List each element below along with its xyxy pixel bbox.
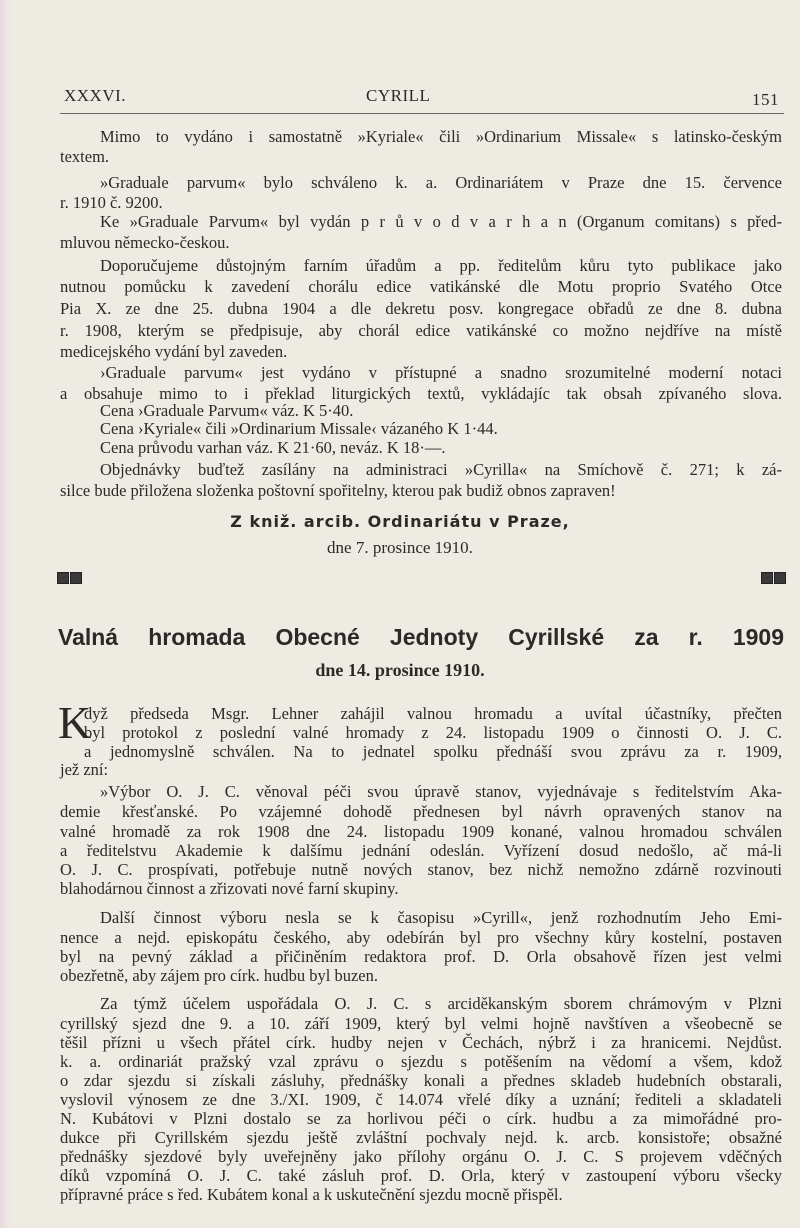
text-line: mluvou německo-českou. <box>60 233 230 252</box>
text-line: ›Graduale parvum« jest vydáno v přístupné a snadno srozumitelné moderní notaci <box>100 363 782 382</box>
page-number: 151 <box>752 90 779 109</box>
text-line: Ke »Graduale Parvum« byl vydán p r ů v o d v a r h a n (Organum comitans) s před- <box>100 212 782 231</box>
text-line: Cena průvodu varhan váz. K 21·60, neváz. K 18·—. <box>100 438 446 457</box>
text-line: vyslovil výnosem ze dne 3./XI. 1909, č 14.074 vřelé díky a uznání; řediteli a skladateli <box>60 1090 782 1109</box>
text-line: valné hromadě za rok 1908 dne 24. listopadu 1909 konané, valnou hromadou schválen <box>60 822 782 841</box>
text-line: N. Kubátovi v Plzni dostalo se za horlivou péči o círk. hudbu a za mimořádné pro- <box>60 1109 782 1128</box>
text-line: »Graduale parvum« bylo schváleno k. a. Ordinariátem v Praze dne 15. července <box>100 173 782 192</box>
text-line: Další činnost výboru nesla se k časopisu »Cyrill«, jenž rozhodnutím Jeho Emi- <box>100 908 782 927</box>
ornament-square <box>774 572 786 584</box>
page-edge <box>0 0 14 1228</box>
text-line: O. J. C. prospívati, potřebuje nutně nových stanov, bez nichž nemožno zdárně rozvinouti <box>60 860 782 879</box>
text-line: dukce při Cyrillském sjezdu ještě zvláštní pochvaly nejd. k. arcb. konsistoře; obsažné <box>60 1128 782 1147</box>
text-line: »Výbor O. J. C. věnoval péči svou úpravě stanov, vyjednávaje s ředitelstvím Aka- <box>100 782 782 801</box>
article-title: Valná hromada Obecné Jednoty Cyrillské za r. 1909 <box>58 624 784 650</box>
text-line: r. 1908, kterým se předpisuje, aby chorál edice vatikánské co možno nejdříve na místě <box>60 321 782 340</box>
text-line: dyž předseda Msgr. Lehner zahájil valnou hromadu a uvítal účastníky, přečten <box>84 704 782 723</box>
header-rule <box>60 113 784 114</box>
text-line: r. 1910 č. 9200. <box>60 193 163 212</box>
text-line: Objednávky buďtež zasílány na administraci »Cyrilla« na Smíchově č. 271; k zá- <box>100 460 782 479</box>
text-line: Cena ›Kyriale« čili »Ordinarium Missale‹ vázaného K 1·44. <box>100 419 498 438</box>
ornament-square <box>57 572 69 584</box>
running-title: CYRILL <box>366 86 431 105</box>
text-line: silce bude přiložena složenka poštovní spořitelny, kterou pak budiž obnos zapraven! <box>60 481 616 500</box>
text-line: Za týmž účelem uspořádala O. J. C. s arciděkanským sborem chrámovým v Plzni <box>100 994 782 1013</box>
text-line: medicejského vydání byl zaveden. <box>60 342 288 361</box>
text-line: těšil přízni u všech přátel círk. hudby nejen v Čechách, nýbrž i za hranicemi. Nejdůst. <box>60 1033 782 1052</box>
text-line: byl na pevný základ a přičiněním redaktora prof. D. Orla obsahově řízen jest velmi <box>60 947 782 966</box>
volume-number: XXXVI. <box>64 86 127 105</box>
ornament-square <box>70 572 82 584</box>
article-subtitle: dne 14. prosince 1910. <box>315 660 485 680</box>
text-line: k. a. ordinariát pražský vzal zprávu o sjezdu s potěšením na vědomí a všem, kdož <box>60 1052 782 1071</box>
text-line: a jednomyslně schválen. Na to jednatel spolku přednáší svou zprávu za r. 1909, <box>84 742 782 761</box>
text-line: blahodárnou činnost a zřizovati nové farní skupiny. <box>60 879 399 898</box>
text-line: nutnou pomůcku k zavedení chorálu edice vatikánské dle Motu proprio Svatého Otce <box>60 277 782 296</box>
text-line: díků vzpomíná O. J. C. také zásluh prof. D. Orla, který v zastoupení výboru všecky <box>60 1166 782 1185</box>
text-line: přednášky sjezdové byly uveřejněny jako přílohy orgánu O. J. C. S projevem vděčných <box>60 1147 782 1166</box>
text-line: demie křesťanské. Po vzájemné dohodě přednesen byl návrh opravených stanov na <box>60 802 782 821</box>
text-line: cyrillský sjezd dne 9. a 10. září 1909, který byl velmi hojně navštíven a všeobecně se <box>60 1014 782 1033</box>
text-line: přípravné práce s řed. Kubátem konal a k uskutečnění sjezdu mocně přispěl. <box>60 1185 563 1204</box>
text-line: textem. <box>60 147 110 166</box>
text-line: a ředitelstvu Akademie k dalšímu jednání odeslán. Vyřízení dosud nedošlo, ač má-li <box>60 841 782 860</box>
text-line: byl protokol z poslední valné hromady z 24. listopadu 1909 o činnosti O. J. C. <box>84 723 782 742</box>
text-line: Pia X. ze dne 25. dubna 1904 a dle dekretu posv. kongregace obřadů ze dne 8. dubna <box>60 299 782 318</box>
text-line: nence a nejd. episkopátu českého, aby odebírán byl pro všechny kůry kostelní, postaven <box>60 928 782 947</box>
drop-cap: K <box>58 697 92 748</box>
signature: Z kniž. arcib. Ordinariátu v Praze, <box>230 512 570 531</box>
text-line: a obsahuje mimo to i překlad liturgických textů, vykládajíc tak obsah zpívaného slova. <box>60 384 782 403</box>
text-line: jež zní: <box>60 760 109 779</box>
text-line: Cena ›Graduale Parvum« váz. K 5·40. <box>100 401 354 420</box>
text-line: obezřetně, aby zájem pro círk. hudbu byl buzen. <box>60 966 378 985</box>
text-line: Mimo to vydáno i samostatně »Kyriale« čili »Ordinarium Missale« s latinsko-českým <box>100 127 782 146</box>
ornament-square <box>761 572 773 584</box>
text-line: o zdar sjezdu si získali zásluhy, přednášky konali a přednes skladeb hudebních obstarali, <box>60 1071 782 1090</box>
text-line: Doporučujeme důstojným farním úřadům a pp. ředitelům kůru tyto publikace jako <box>100 256 782 275</box>
signature-date: dne 7. prosince 1910. <box>327 538 473 557</box>
